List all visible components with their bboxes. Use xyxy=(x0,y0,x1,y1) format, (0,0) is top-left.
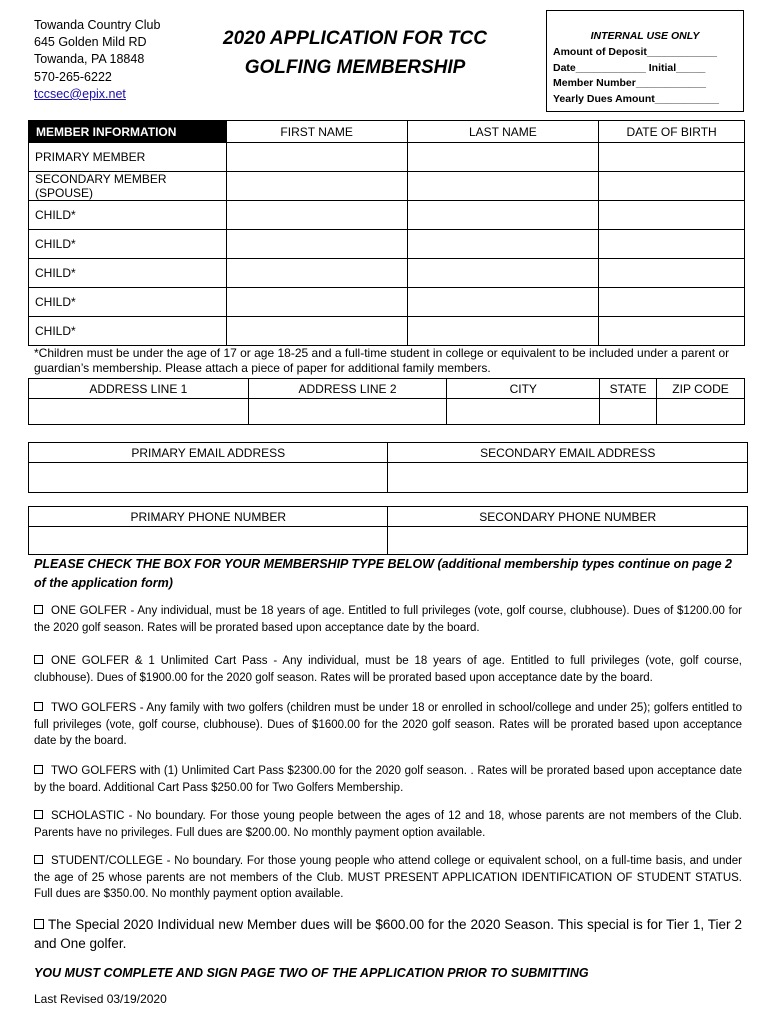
primary-phone-cell[interactable] xyxy=(29,527,388,555)
option-two-golfers-cart xyxy=(34,763,742,796)
address-line-2-header: ADDRESS LINE 2 xyxy=(248,379,447,399)
option-text: ONE GOLFER & 1 Unlimited Cart Pass - Any individual, must be 18 years of age. Entitled to full privileges (vote, golf course, clubhouse). Dues of $1900.00 for the 2020 golf season. Rates will be prorated based upon acceptance date by the board. xyxy=(34,655,742,684)
club-email-link[interactable]: tccsec@epix.net xyxy=(34,86,126,101)
first-name-cell[interactable] xyxy=(226,288,407,317)
row-label: CHILD* xyxy=(29,230,227,259)
dob-header: DATE OF BIRTH xyxy=(599,121,745,143)
row-label: PRIMARY MEMBER xyxy=(29,143,227,172)
option-one-golfer xyxy=(34,603,742,636)
last-name-cell[interactable] xyxy=(407,230,599,259)
member-info-header: MEMBER INFORMATION xyxy=(29,121,227,143)
row-label: CHILD* xyxy=(29,317,227,346)
option-one-golfer-cart xyxy=(34,653,742,686)
dob-cell[interactable] xyxy=(599,317,745,346)
first-name-cell[interactable] xyxy=(226,230,407,259)
state-header: STATE xyxy=(600,379,657,399)
first-name-cell[interactable] xyxy=(226,172,407,201)
dob-cell[interactable] xyxy=(599,172,745,201)
table-row xyxy=(29,143,745,172)
checkbox[interactable] xyxy=(34,919,44,929)
last-name-header: LAST NAME xyxy=(407,121,599,143)
checkbox[interactable] xyxy=(34,810,43,819)
table-row xyxy=(29,288,745,317)
dob-cell[interactable] xyxy=(599,259,745,288)
first-name-cell[interactable] xyxy=(226,317,407,346)
zip-header: ZIP CODE xyxy=(657,379,745,399)
internal-use-heading: INTERNAL USE ONLY xyxy=(590,30,700,42)
internal-use-box xyxy=(546,10,744,112)
last-name-cell[interactable] xyxy=(407,317,599,346)
option-two-golfers xyxy=(34,700,742,750)
table-row xyxy=(29,399,745,425)
option-special-2020 xyxy=(34,915,742,953)
option-text: STUDENT/COLLEGE - No boundary. For those young people who attend college or equivalent school, on a full-time basis, and under the age of 25 whose parents are not members of the Club. MUST PRESENT APPLICATION IDENTIFICATION OF STUDENT STATUS. Full dues are $350.00. No monthly payment option available. xyxy=(34,855,742,901)
club-street: 645 Golden Mild RD xyxy=(34,35,147,50)
last-name-cell[interactable] xyxy=(407,288,599,317)
secondary-email-header: SECONDARY EMAIL ADDRESS xyxy=(388,443,748,463)
first-name-cell[interactable] xyxy=(226,143,407,172)
option-text: TWO GOLFERS - Any family with two golfers (children must be under 18 or enrolled in school/college and under 25); golfers entitled to full privileges (vote, golf course, clubhouse). Dues of $1600.00 for the 2020 golf season. Rates will be prorated based upon acceptance date by the board. xyxy=(34,702,742,748)
address-line-1-cell[interactable] xyxy=(29,399,249,425)
row-label: CHILD* xyxy=(29,201,227,230)
club-phone: 570-265-6222 xyxy=(34,69,112,84)
checkbox[interactable] xyxy=(34,605,43,614)
address-table xyxy=(28,378,745,425)
email-table xyxy=(28,442,748,493)
club-city: Towanda, PA 18848 xyxy=(34,52,145,67)
last-name-cell[interactable] xyxy=(407,201,599,230)
dob-cell[interactable] xyxy=(599,143,745,172)
children-note: *Children must be under the age of 17 or age 18-25 and a full-time student in college or equivalent to be included under a parent or guardian’s membership. Please attach a piece of paper for additional family members. xyxy=(34,346,730,375)
zip-cell[interactable] xyxy=(657,399,745,425)
first-name-cell[interactable] xyxy=(226,201,407,230)
member-information-table xyxy=(28,120,745,346)
table-row xyxy=(29,463,748,493)
title-line-1: 2020 APPLICATION FOR TCC xyxy=(223,28,487,49)
dob-cell[interactable] xyxy=(599,288,745,317)
checkbox[interactable] xyxy=(34,855,43,864)
city-header: CITY xyxy=(447,379,600,399)
last-name-cell[interactable] xyxy=(407,259,599,288)
secondary-email-cell[interactable] xyxy=(388,463,748,493)
club-address-block xyxy=(34,17,160,103)
table-row xyxy=(29,527,748,555)
checkbox[interactable] xyxy=(34,765,43,774)
date-initial-field: Date____________ Initial_____ xyxy=(553,61,706,74)
first-name-header: FIRST NAME xyxy=(226,121,407,143)
table-row xyxy=(29,259,745,288)
primary-email-cell[interactable] xyxy=(29,463,388,493)
table-row xyxy=(29,172,745,201)
first-name-cell[interactable] xyxy=(226,259,407,288)
last-revised: Last Revised 03/19/2020 xyxy=(34,992,167,1006)
state-cell[interactable] xyxy=(600,399,657,425)
secondary-phone-cell[interactable] xyxy=(388,527,748,555)
phone-table xyxy=(28,506,748,555)
option-student-college xyxy=(34,853,742,903)
checkbox[interactable] xyxy=(34,655,43,664)
option-text: SCHOLASTIC - No boundary. For those young people between the ages of 12 and 18, whose parents are not members of the Club. Parents have no privileges. Full dues are $200.00. No monthly payment option available. xyxy=(34,810,742,839)
option-scholastic xyxy=(34,808,742,841)
club-name: Towanda Country Club xyxy=(34,18,161,32)
sign-page-two-note: YOU MUST COMPLETE AND SIGN PAGE TWO OF THE APPLICATION PRIOR TO SUBMITTING xyxy=(34,966,589,980)
option-text: ONE GOLFER - Any individual, must be 18 years of age. Entitled to full privileges (vote, golf course, clubhouse). Dues of $1200.00 for the 2020 golf season. Rates will be prorated based upon acceptance date by the board. xyxy=(34,605,742,634)
dob-cell[interactable] xyxy=(599,230,745,259)
member-number-field: Member Number____________ xyxy=(553,77,706,90)
option-text: TWO GOLFERS with (1) Unlimited Cart Pass $2300.00 for the 2020 golf season. . Rates will be prorated based upon acceptance date by the board. Additional Cart Pass $250.00 for Two Golfers Membership. xyxy=(34,765,742,794)
title-line-2: GOLFING MEMBERSHIP xyxy=(244,57,466,78)
page-title xyxy=(205,24,505,82)
secondary-phone-header: SECONDARY PHONE NUMBER xyxy=(388,507,748,527)
row-label: CHILD* xyxy=(29,259,227,288)
last-name-cell[interactable] xyxy=(407,143,599,172)
primary-email-header: PRIMARY EMAIL ADDRESS xyxy=(29,443,388,463)
option-text: The Special 2020 Individual new Member dues will be $600.00 for the 2020 Season. This special is for Tier 1, Tier 2 and One golfer. xyxy=(34,917,742,951)
table-row xyxy=(29,317,745,346)
row-label: SECONDARY MEMBER (SPOUSE) xyxy=(29,172,227,201)
last-name-cell[interactable] xyxy=(407,172,599,201)
row-label: CHILD* xyxy=(29,288,227,317)
table-row xyxy=(29,201,745,230)
table-row xyxy=(29,230,745,259)
primary-phone-header: PRIMARY PHONE NUMBER xyxy=(29,507,388,527)
checkbox[interactable] xyxy=(34,702,43,711)
membership-type-heading: PLEASE CHECK THE BOX FOR YOUR MEMBERSHIP TYPE BELOW (additional membership types continue on page 2 of the application form) xyxy=(34,557,732,590)
dob-cell[interactable] xyxy=(599,201,745,230)
deposit-field: Amount of Deposit____________ xyxy=(553,45,717,58)
city-cell[interactable] xyxy=(447,399,600,425)
address-line-2-cell[interactable] xyxy=(248,399,447,425)
yearly-dues-field: Yearly Dues Amount___________ xyxy=(553,93,719,106)
address-line-1-header: ADDRESS LINE 1 xyxy=(29,379,249,399)
